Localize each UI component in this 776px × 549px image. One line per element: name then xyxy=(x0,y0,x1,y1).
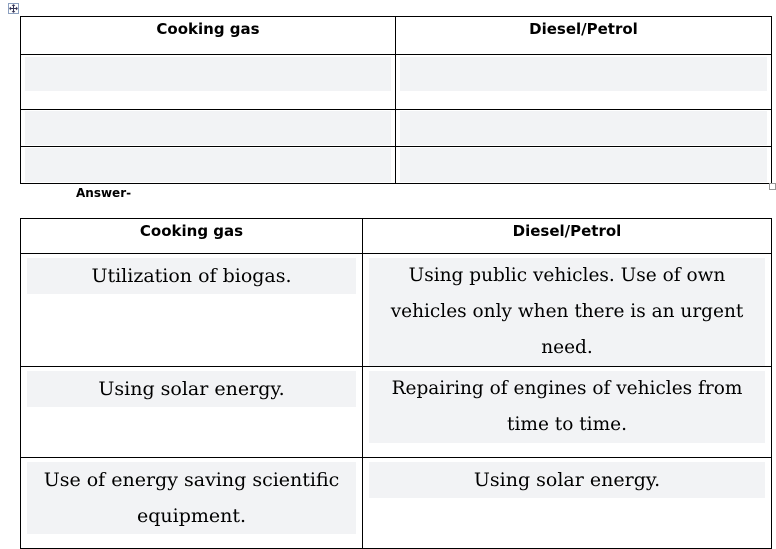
table-resize-handle-icon[interactable] xyxy=(769,183,776,190)
table2-header-diesel-petrol: Diesel/Petrol xyxy=(363,219,772,254)
table1-cell[interactable] xyxy=(396,110,772,147)
table-cell[interactable] xyxy=(21,367,363,458)
table-cell[interactable] xyxy=(21,254,363,367)
cell-text: Use of energy saving scientific equipment. xyxy=(27,462,356,534)
table-cell[interactable] xyxy=(21,458,363,549)
cell-text: Repairing of engines of vehicles from time to time. xyxy=(369,371,765,443)
table1-cell[interactable] xyxy=(21,55,396,110)
cell-text: Using solar energy. xyxy=(27,371,356,407)
table1-cell[interactable] xyxy=(396,55,772,110)
table1-cell[interactable] xyxy=(396,147,772,184)
table2-header-cooking-gas: Cooking gas xyxy=(21,219,363,254)
table-cell[interactable] xyxy=(363,367,772,458)
empty-table xyxy=(20,16,772,184)
cell-text: Using solar energy. xyxy=(369,462,765,498)
table-cell[interactable] xyxy=(363,254,772,367)
cell-text: Utilization of biogas. xyxy=(27,258,356,294)
table1-cell[interactable] xyxy=(21,110,396,147)
table1-cell[interactable] xyxy=(21,147,396,184)
table-move-handle-icon[interactable] xyxy=(8,3,19,14)
answer-table xyxy=(20,218,772,549)
table-cell[interactable] xyxy=(363,458,772,549)
table1-header-cooking-gas: Cooking gas xyxy=(21,17,396,55)
answer-label: Answer- xyxy=(76,186,132,200)
cell-text: Using public vehicles. Use of own vehicles only when there is an urgent need. xyxy=(369,258,765,366)
table1-header-diesel-petrol: Diesel/Petrol xyxy=(396,17,772,55)
